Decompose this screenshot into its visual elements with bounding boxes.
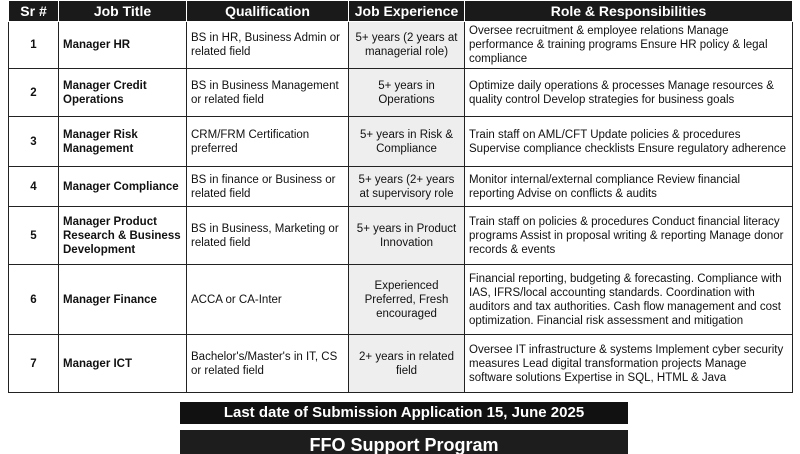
header-role-responsibilities: Role & Responsibilities xyxy=(465,1,793,22)
row-role: Financial reporting, budgeting & forecasting. Compliance with IAS, IFRS/local accounting standards. Coordination with auditors and tax authorities. Cash flow management and cost optimization. Financial risk assessment and mitigation xyxy=(465,265,793,335)
jobs-table xyxy=(8,0,793,393)
row-job-title: Manager Compliance xyxy=(59,167,187,207)
row-experience: 5+ years (2+ years at supervisory role xyxy=(349,167,465,207)
row-sr: 3 xyxy=(9,117,59,167)
row-qualification: BS in Business, Marketing or related field xyxy=(187,207,349,265)
row-qualification: BS in HR, Business Admin or related field xyxy=(187,22,349,69)
row-role: Monitor internal/external compliance Review financial reporting Advise on conflicts & audits xyxy=(465,167,793,207)
row-sr: 1 xyxy=(9,22,59,69)
row-qualification: BS in Business Management or related field xyxy=(187,69,349,117)
program-banner: FFO Support Program xyxy=(180,430,628,454)
row-job-title: Manager HR xyxy=(59,22,187,69)
row-job-title: Manager Risk Management xyxy=(59,117,187,167)
row-qualification: ACCA or CA-Inter xyxy=(187,265,349,335)
row-role: Optimize daily operations & processes Manage resources & quality control Develop strategies for business goals xyxy=(465,69,793,117)
table-row xyxy=(9,167,793,207)
row-sr: 6 xyxy=(9,265,59,335)
row-experience: Experienced Preferred, Fresh encouraged xyxy=(349,265,465,335)
row-job-title: Manager Finance xyxy=(59,265,187,335)
row-sr: 4 xyxy=(9,167,59,207)
row-role: Oversee IT infrastructure & systems Implement cyber security measures Lead digital transformation projects Manage software solutions Expertise in SQL, HTML & Java xyxy=(465,335,793,393)
row-qualification: Bachelor's/Master's in IT, CS or related field xyxy=(187,335,349,393)
row-role: Train staff on policies & procedures Conduct financial literacy programs Assist in proposal writing & reporting Manage donor records & events xyxy=(465,207,793,265)
header-job-experience: Job Experience xyxy=(349,1,465,22)
last-date-banner: Last date of Submission Application 15, June 2025 xyxy=(180,402,628,424)
table-header-row xyxy=(9,1,793,22)
table-row xyxy=(9,69,793,117)
table-row xyxy=(9,207,793,265)
row-sr: 5 xyxy=(9,207,59,265)
row-sr: 2 xyxy=(9,69,59,117)
table-row xyxy=(9,22,793,69)
row-sr: 7 xyxy=(9,335,59,393)
table-row xyxy=(9,265,793,335)
row-job-title: Manager ICT xyxy=(59,335,187,393)
row-experience: 5+ years in Operations xyxy=(349,69,465,117)
header-sr: Sr # xyxy=(9,1,59,22)
header-job-title: Job Title xyxy=(59,1,187,22)
header-qualification: Qualification xyxy=(187,1,349,22)
row-qualification: CRM/FRM Certification preferred xyxy=(187,117,349,167)
row-role: Train staff on AML/CFT Update policies & procedures Supervise compliance checklists Ensure regulatory adherence xyxy=(465,117,793,167)
row-job-title: Manager Product Research & Business Development xyxy=(59,207,187,265)
row-role: Oversee recruitment & employee relations Manage performance & training programs Ensure HR policy & legal compliance xyxy=(465,22,793,69)
row-experience: 5+ years (2 years at managerial role) xyxy=(349,22,465,69)
row-qualification: BS in finance or Business or related field xyxy=(187,167,349,207)
table-row xyxy=(9,335,793,393)
row-job-title: Manager Credit Operations xyxy=(59,69,187,117)
row-experience: 5+ years in Product Innovation xyxy=(349,207,465,265)
row-experience: 2+ years in related field xyxy=(349,335,465,393)
table-row xyxy=(9,117,793,167)
row-experience: 5+ years in Risk & Compliance xyxy=(349,117,465,167)
